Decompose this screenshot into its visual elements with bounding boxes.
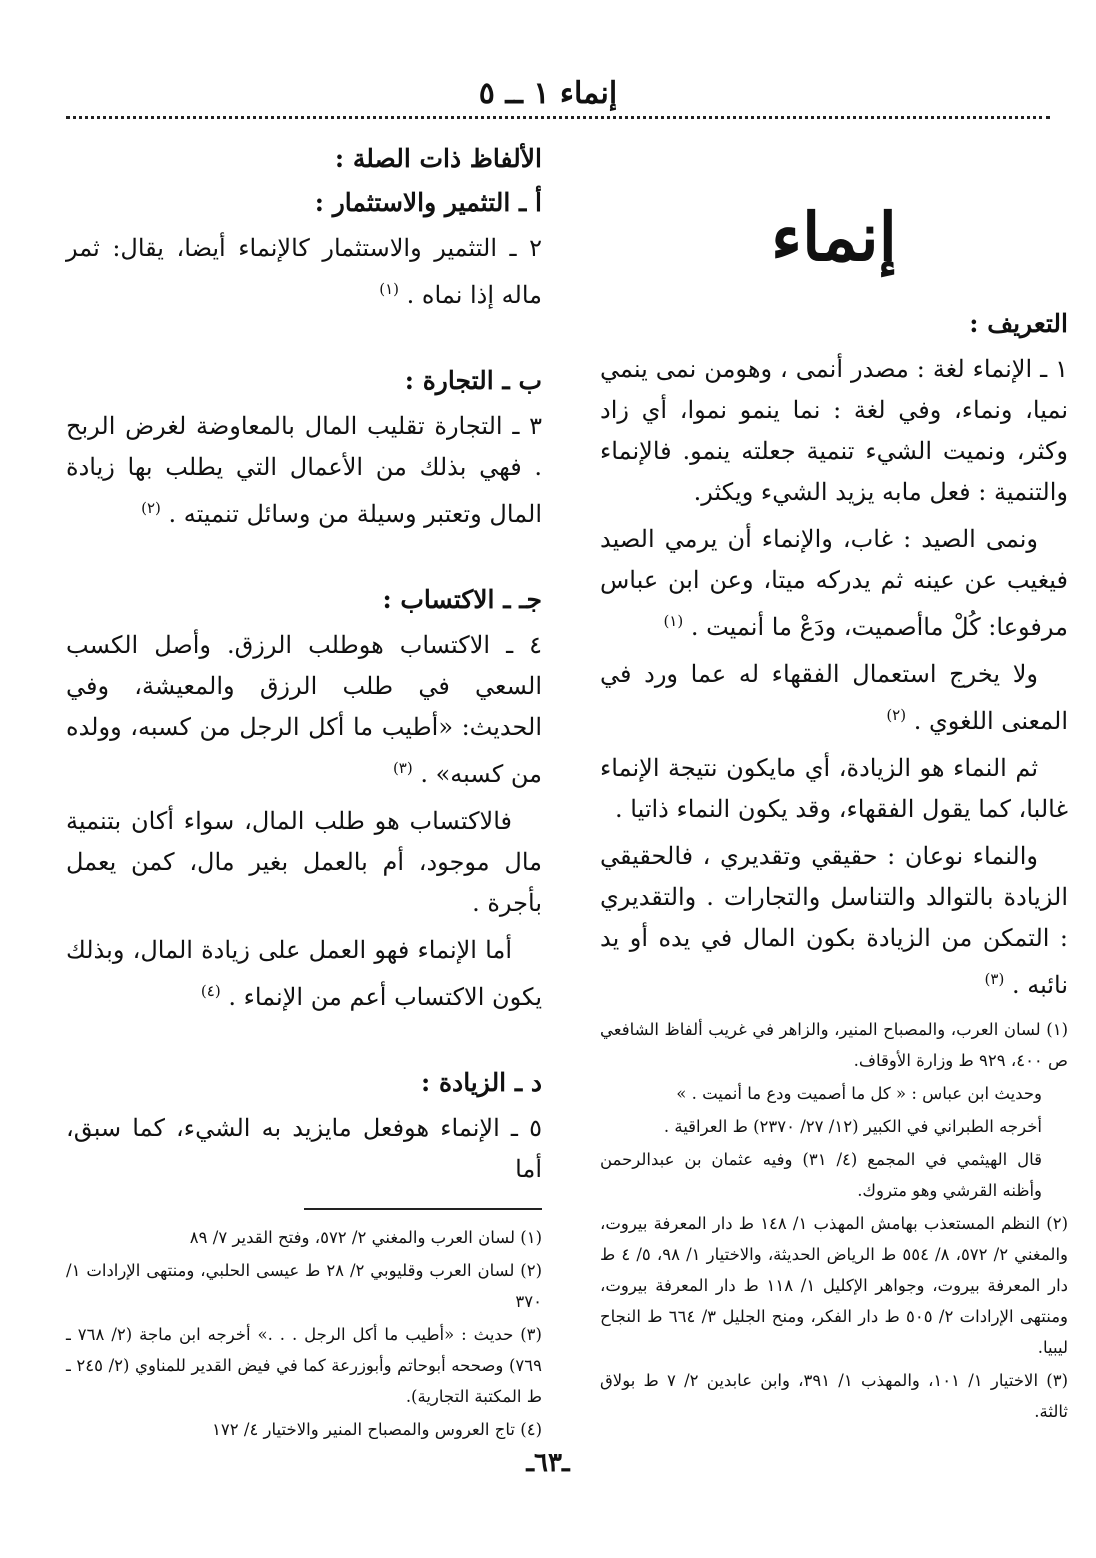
paragraph: ونمى الصيد : غاب، والإنماء أن يرمي الصيد فيغيب عن عينه ثم يدركه ميتا، وعن ابن عباس مرفوعا: كُلْ ماأصميت، ودَعْ ما أنميت . $^{(١)}$ [600, 525, 1068, 642]
footnote: (٣) الاختيار ١/ ١٠١، والمهذب ١/ ٣٩١، وابن عابدين ٢/ ٧ ط بولاق ثالثة. [600, 1371, 1068, 1422]
footnote-marker: (٤) [200, 982, 221, 1000]
footnote: (٢) النظم المستعذب بهامش المهذب ١/ ١٤٨ ط دار المعرفة بيروت، والمغني ٢/ ٥٧٢، ٨/ ٥٥٤ ط الرياض الحديثة، والاختيار ١/ ٩٨، ٥/ ٤ ط دار المعرفة بيروت، وجواهر الإكليل ١/ ١١٨ ط دار المعرفة بيروت، ومنتهى الإرادات ٢/ ٥٠٥ ط دار الفكر، ومنح الجليل ٣/ ٦٦٤ ط النجاح ليبيا. [600, 1214, 1068, 1358]
paragraph: ٤ ـ الاكتساب هوطلب الرزق. وأصل الكسب السعي في طلب الرزق والمعيشة، وفي الحديث: «أطيب ما أكل الرجل من كسبه، وولده من كسبه» . $^{(٣)}$ [66, 631, 542, 788]
paragraph: والنماء نوعان : حقيقي وتقديري ، فالحقيقي الزيادة بالتوالد والتناسل والتجارات . والتقديري : التمكن من الزيادة بكون المال في يده أو يد نائبه . $^{(٣)}$ [600, 842, 1068, 1000]
footnote-divider [304, 1208, 542, 1210]
footnote: (٢) لسان العرب وقليوبي ٢/ ٢٨ ط عيسى الحلبي، ومنتهى الإرادات ١/ ٣٧٠ [66, 1261, 542, 1311]
paragraph: ثم النماء هو الزيادة، أي مايكون نتيجة الإنماء غالبا، كما يقول الفقهاء، وقد يكون النماء ذاتيا . [600, 754, 1068, 824]
section-heading: جـ ـ الاكتساب : [382, 585, 542, 614]
footnote: (١) لسان العرب والمغني ٢/ ٥٧٢، وفتح القدير ٧/ ٨٩ [189, 1228, 542, 1247]
footnote-marker: (٣) [392, 759, 413, 777]
paragraph: ٣ ـ التجارة تقليب المال بالمعاوضة لغرض الربح . فهي بذلك من الأعمال التي يطلب بها زيادة المال وتعتبر وسيلة من وسائل تنميته . $^{(٢)}$ [66, 412, 542, 528]
left-column [66, 140, 542, 1447]
spacer [66, 322, 542, 362]
entry-title: إنماء [770, 198, 897, 276]
footnote: أخرجه الطبراني في الكبير (١٢/ ٢٧/ ٢٣٧٠) ط العراقية . [663, 1117, 1042, 1137]
spacer [66, 541, 542, 581]
right-column [600, 140, 1068, 1429]
paragraph: فالاكتساب هو طلب المال، سواء أكان بتنمية مال موجود، أم بالعمل بغير مال، كمن يعمل بأجرة . [66, 807, 542, 917]
definition-heading: التعريف : [969, 309, 1068, 339]
related-terms-heading: الألفاظ ذات الصلة : [334, 144, 542, 173]
header-divider [66, 116, 1050, 119]
footnote-marker: (١) [663, 612, 684, 631]
footnote-marker: (٢) [141, 499, 161, 517]
footnote: وحديث ابن عباس : « كل ما أصميت ودع ما أنميت . » [676, 1084, 1042, 1104]
section-heading: د ـ الزيادة : [421, 1068, 542, 1097]
section-heading: أ ـ التثمير والاستثمار : [314, 188, 542, 217]
paragraph: ٥ ـ الإنماء هوفعل مايزيد به الشيء، كما سبق، أما [66, 1114, 542, 1183]
footnote: (١) لسان العرب، والمصباح المنير، والزاهر في غريب ألفاظ الشافعي ص ٤٠٠، ٩٢٩ ط وزارة الأوقاف. [600, 1020, 1068, 1071]
footnote: قال الهيثمي في المجمع (٤/ ٣١) وفيه عثمان بن عبدالرحمن وأظنه القرشي وهو متروك. [600, 1150, 1042, 1201]
paragraph: أما الإنماء فهو العمل على زيادة المال، وبذلك يكون الاكتساب أعم من الإنماء . $^{(٤)}$ [66, 936, 542, 1011]
footnote-marker: (٣) [984, 970, 1005, 989]
section-heading: ب ـ التجارة : [404, 366, 542, 395]
footnote-marker: (١) [379, 280, 400, 298]
paragraph: ولا يخرج استعمال الفقهاء له عما ورد في المعنى اللغوي . $^{(٢)}$ [600, 660, 1068, 736]
running-header: إنماء ١ ــ ٥ [478, 76, 618, 111]
footnote-marker: (٢) [886, 706, 907, 725]
page-number: ـ٦٣ـ [526, 1448, 570, 1478]
footnote: (٤) تاج العروس والمصباح المنير والاختيار ٤/ ١٧٢ [212, 1420, 542, 1439]
paragraph: ١ ـ الإنماء لغة : مصدر أنمى ، وهومن نمى ينمي نميا، ونماء، وفي لغة : نما ينمو نموا، أي زاد وكثر، ونميت الشيء تنمية جعلته ينمو. فالإنماء والتنمية : فعل مابه يزيد الشيء ويكثر. [600, 355, 1068, 507]
spacer [66, 1024, 542, 1064]
paragraph: ٢ ـ التثمير والاستثمار كالإنماء أيضا، يقال: ثمر ماله إذا نماه . $^{(١)}$ [66, 234, 542, 309]
footnote: (٣) حديث : «أطيب ما أكل الرجل . . .» أخرجه ابن ماجة (٢/ ٧٦٨ ـ ٧٦٩) وصححه أبوحاتم وأبوزرعة كما في فيض القدير للمناوي (٢/ ٢٤٥ ـ ط المكتبة التجارية). [66, 1325, 542, 1406]
